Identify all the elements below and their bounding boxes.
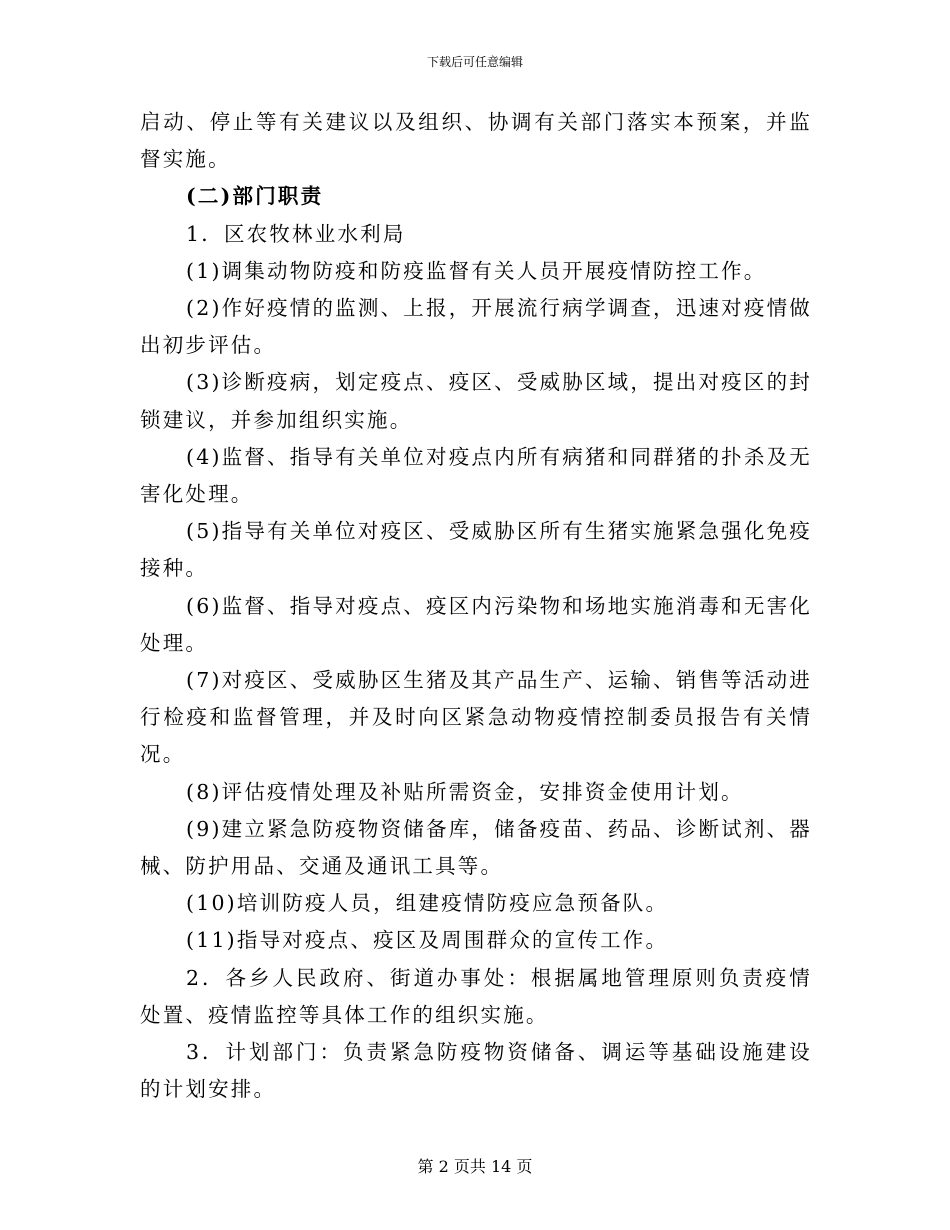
subsection-township-governments: 2．各乡人民政府、街道办事处：根据属地管理原则负责疫情处置、疫情监控等具体工作的组织实施。 (140, 965, 812, 1027)
list-item-2: (2)作好疫情的监测、上报，开展流行病学调查，迅速对疫情做出初步评估。 (140, 296, 812, 358)
list-item-10: (10)培训防疫人员，组建疫情防疫应急预备队。 (186, 891, 669, 916)
paragraph-continuation: 启动、停止等有关建议以及组织、协调有关部门落实本预案，并监督实施。 (140, 110, 812, 172)
list-item-4: (4)监督、指导有关单位对疫点内所有病猪和同群猪的扑杀及无害化处理。 (140, 444, 812, 507)
list-item-1: (1)调集动物防疫和防疫监督有关人员开展疫情防控工作。 (186, 258, 767, 283)
section-heading-department-duties: (二)部门职责 (186, 184, 324, 209)
list-item-11: (11)指导对疫点、疫区及周围群众的宣传工作。 (186, 928, 669, 953)
page-number-footer: 第 2 页共 14 页 (417, 1157, 533, 1176)
list-item-9: (9)建立紧急防疫物资储备库，储备疫苗、药品、诊断试剂、器械、防护用品、交通及通讯工具等。 (140, 816, 812, 879)
subsection-heading-agriculture-bureau: 1．区农牧林业水利局 (186, 221, 406, 246)
list-item-5: (5)指导有关单位对疫区、受威胁区所有生猪实施紧急强化免疫接种。 (140, 519, 812, 581)
page-header-note: 下载后可任意编辑 (426, 55, 523, 69)
subsection-planning-department: 3．计划部门：负责紧急防疫物资储备、调运等基础设施建设的计划安排。 (140, 1040, 812, 1102)
list-item-3: (3)诊断疫病，划定疫点、疫区、受威胁区域，提出对疫区的封锁建议，并参加组织实施。 (140, 370, 812, 432)
document-body (140, 104, 812, 1108)
list-item-8: (8)评估疫情处理及补贴所需资金，安排资金使用计划。 (186, 779, 744, 804)
list-item-7: (7)对疫区、受威胁区生猪及其产品生产、运输、销售等活动进行检疫和监督管理，并及时向区紧急动物疫情控制委员报告有关情况。 (140, 668, 812, 767)
list-item-6: (6)监督、指导对疫点、疫区内污染物和场地实施消毒和无害化处理。 (140, 593, 812, 655)
